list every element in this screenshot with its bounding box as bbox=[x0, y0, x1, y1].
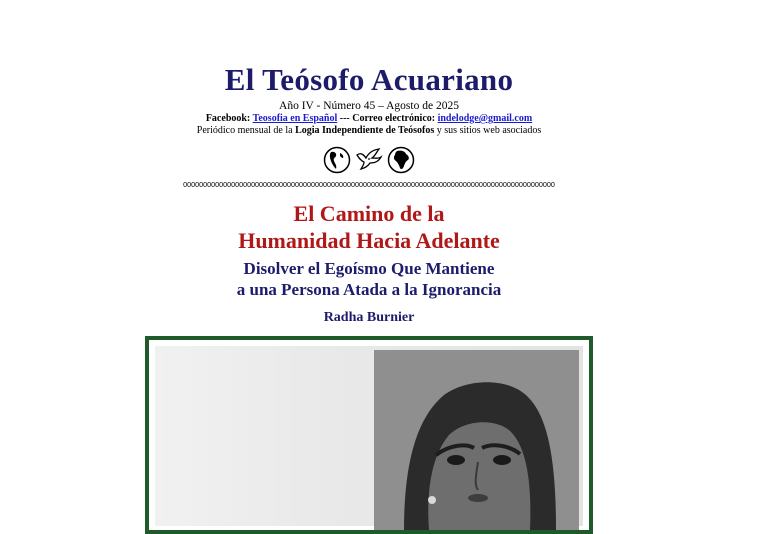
tagline bbox=[0, 125, 738, 136]
globe-americas-icon bbox=[323, 146, 351, 174]
article-title-line-1: El Camino de la bbox=[293, 201, 445, 226]
author-portrait-photo bbox=[374, 350, 579, 530]
facebook-link[interactable]: Teosofia en Español bbox=[252, 113, 338, 124]
globe-africa-europe-icon bbox=[387, 146, 415, 174]
dove-icon bbox=[354, 146, 384, 172]
tagline-before: Periódico mensual de la bbox=[196, 125, 296, 136]
contact-line bbox=[0, 113, 738, 124]
portrait-frame bbox=[145, 336, 593, 534]
issue-line: Año IV - Número 45 – Agosto de 2025 bbox=[279, 100, 459, 112]
tagline-lodge-name: Logia Independiente de Teósofos bbox=[295, 125, 435, 136]
email-link[interactable]: indelodge@gmail.com bbox=[437, 113, 533, 124]
article-title-line-2: Humanidad Hacia Adelante bbox=[238, 228, 500, 253]
article-author: Radha Burnier bbox=[323, 310, 415, 325]
tagline-after: y sus sitios web asociados bbox=[434, 125, 542, 136]
facebook-label: Facebook: bbox=[205, 113, 251, 124]
contact-separator: --- bbox=[337, 113, 353, 124]
emblem-row bbox=[0, 146, 738, 174]
periodical-title: El Teósofo Acuariano bbox=[224, 62, 514, 97]
portrait-drawing bbox=[374, 350, 579, 530]
article-subtitle-line-1: Disolver el Egoísmo Que Mantiene bbox=[243, 259, 495, 278]
article-subtitle-line-2: a una Persona Atada a la Ignorancia bbox=[236, 280, 502, 299]
email-label: Correo electrónico: bbox=[352, 113, 436, 124]
separator-line: 000000000000000000000000000000000000000000000000000000000000000000000000000000000000000000000 bbox=[183, 180, 555, 189]
